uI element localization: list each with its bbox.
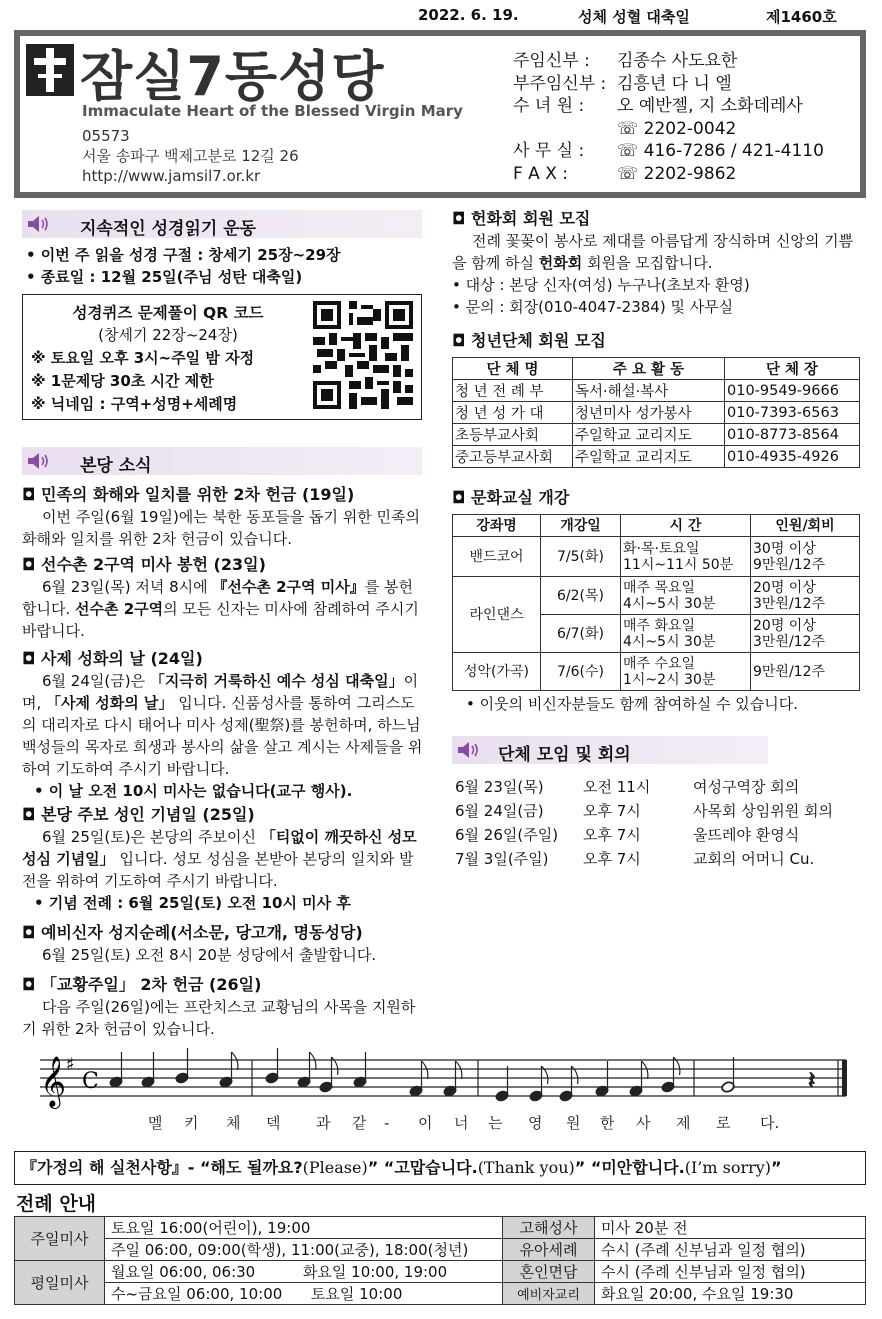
lyric-syllable: 로 [716,1114,731,1132]
news-item-title: ◘ 「교황주일」 2차 헌금 (26일) [22,975,262,994]
list-item: 6월 24일(금) 오후 7시 사목회 상임위원 회의 [455,802,833,820]
postal-code: 05573 [82,127,130,145]
flower-recruit [452,208,866,318]
table-header: 인원/회비 [751,515,860,537]
lyric-syllable: 과 [316,1114,331,1132]
church-address [82,126,299,186]
news-item-text: 다음 주일(26일)에는 프란치스코 교황님의 사목을 지원하기 위한 2차 헌금이 있습니다. [22,998,416,1038]
section-title: 단체 모임 및 회의 [498,745,631,765]
masthead [14,30,866,198]
table-row: 주일미사 토요일 16:00(어린이), 19:00 고해성사 미사 20분 전 [15,1217,866,1239]
culture-note: • 이웃의 비신자분들도 함께 참여하실 수 있습니다. [466,695,799,713]
quiz-title: 성경퀴즈 문제풀이 QR 코드 [72,304,264,322]
bible-end-date: • 종료일 : 12월 25일(주님 성탄 대축일) [26,268,303,286]
flower-target: • 대상 : 본당 신자(여성) 누구나(초보자 환영) [452,276,750,294]
table-header: 강좌명 [453,515,541,537]
news-item-title: ◘ 예비신자 성지순례(서소문, 당고개, 명동성당) [22,923,363,942]
church-name: 잠실7동성당 [80,45,385,108]
common-time-icon: C [82,1069,99,1094]
news-item-note: • 이 날 오전 10시 미사는 없습니다(교구 행사). [34,782,353,800]
news-item [22,804,426,914]
liturgy-table [14,1216,866,1305]
table-row: 초등부교사회 주일학교 교리지도 010-8773-8564 [453,424,860,446]
flower-title: ◘ 헌화회 회원 모집 [452,209,591,228]
list-item: 6월 23일(목) 오전 11시 여성구역장 회의 [455,778,800,796]
youth-title-wrap [452,330,606,352]
lyric-syllable: 한 [600,1114,615,1132]
news-item-text: 6월 24일(금)은 「지극히 거룩하신 예수 성심 대축일」이며, 「사제 성화의 날」 입니다. 신품성사를 통하여 그리스도의 대리자로 다시 태어나 미사 성제(聖祭)를 봉헌하며, 하느님 백성들의 목자로 희생과 봉사의 삶을 살고 계시는 사제들을 위하여 기도하여 주시기 바랍니다. [22,672,423,778]
staff-row: 사 무 실 : ☏ 416-7286 / 421-4110 [513,141,824,161]
quiz-subtitle: (창세기 22장~24장) [98,326,238,344]
news-item-text: 이번 주일(6월 19일)에는 북한 동포들을 돕기 위한 민족의 화해와 일치를 위한 2차 헌금이 있습니다. [22,508,421,548]
lyric-syllable: 너 [454,1114,469,1132]
hymn-score [36,1030,852,1140]
table-header: 시 간 [621,515,751,537]
bible-quiz-box [22,294,422,420]
website-link[interactable]: http://www.jamsil7.or.kr [82,167,261,185]
staff-row: 부주임신부 : 김흥년 다 니 엘 [513,73,732,94]
staff-row: 수 녀 원 : 오 예반젤, 지 소화데레사 [513,96,803,116]
table-row: 중고등부교사회 주일학교 교리지도 010-4935-4926 [453,446,860,468]
youth-title: ◘ 청년단체 회원 모집 [452,331,606,350]
lyric-syllable: 체 [226,1114,241,1132]
note-flag [422,1061,428,1079]
section-header-bible [22,210,422,238]
feast-name: 성체 성혈 대축일 [578,8,690,26]
sharp-icon: ♯ [66,1054,75,1075]
staff-list [513,50,824,185]
section-header-news [22,447,422,475]
table-header: 단 체 장 [725,358,860,380]
news-item [22,484,426,550]
table-header: 단 체 명 [453,358,573,380]
lyric-syllable: 는 [488,1114,503,1132]
news-item-note: • 기념 전례 : 6월 25일(토) 오전 10시 미사 후 [34,894,351,912]
table-row: 라인댄스 6/2(목) 매주 목요일 4시~5시 30분 20명 이상 3만원/12주 [453,577,860,615]
table-header: 주 요 활 동 [573,358,725,380]
lyric-syllable: 영 [528,1114,543,1132]
news-item-text: 6월 25일(토) 오전 8시 20분 성당에서 출발합니다. [42,946,377,964]
bible-reading-line: • 이번 주 읽을 성경 구절 : 창세기 25장~29장 [26,246,341,264]
lyric-syllable: 키 [184,1114,199,1132]
issue-number: 제1460호 [766,8,837,26]
note-flag [642,1061,648,1079]
lyric-syllable: 다. [760,1114,780,1132]
speaker-icon [456,741,480,759]
note-flag [232,1052,238,1070]
table-row: 청 년 성 가 대 청년미사 성가봉사 010-7393-6563 [453,402,860,424]
culture-table [452,514,860,691]
note-flag [456,1061,462,1079]
lyric-syllable: 원 [566,1114,581,1132]
church-english-name: Immaculate Heart of the Blessed Virgin Mary [82,102,463,120]
quiz-note: ※ 1문제당 30초 시간 제한 [31,372,214,390]
news-item-title: ◘ 본당 주보 성인 기념일 (25일) [22,805,255,824]
section-header-meetings [452,736,768,764]
staff-row: 주임신부 : 김종수 사도요한 [513,51,738,71]
section-title: 본당 소식 [80,456,152,476]
bible-info [26,244,426,288]
table-row: 6/7(화) 매주 화요일 4시~5시 30분 20명 이상 3만원/12주 [453,615,860,653]
table-row: 성악(가곡) 7/6(수) 매주 수요일 1시~2시 30분 9만원/12주 [453,653,860,691]
culture-title-wrap [452,487,569,509]
list-item: 6월 26일(주일) 오후 7시 울뜨레야 환영식 [455,826,800,844]
news-item-title: ◘ 선수촌 2구역 미사 봉헌 (23일) [22,555,266,574]
news-item-title: ◘ 민족의 화해와 일치를 위한 2차 헌금 (19일) [22,485,355,504]
table-row: 밴드코어 7/5(화) 화·목·토요일 11시~11시 50분 30명 이상 9만원/12주 [453,537,860,577]
list-item: 7월 3일(주일) 오후 7시 교회의 어머니 Cu. [455,850,815,868]
lyric-syllable: 멜 [148,1114,163,1132]
issue-date: 2022. 6. 19. [418,6,519,24]
staff-row: ☏ 2202-0042 [617,118,737,139]
issue-info-bar [0,4,882,28]
lyric-syllable: 이 [418,1114,433,1132]
news-item-text: 6월 25일(토)은 본당의 주보이신 「티없이 깨끗하신 성모 성심 기념일」 입니다. 성모 성심을 본받아 본당의 일치와 발전을 위하여 기도하여 주시기 바랍니다. [22,828,417,890]
culture-title: ◘ 문화교실 개강 [452,488,570,507]
flower-contact: • 문의 : 회장(010-4047-2384) 및 사무실 [452,298,734,316]
qr-code-icon[interactable] [313,301,413,409]
note-flag [310,1052,316,1070]
rest-icon: 𝄽 [808,1066,816,1094]
lyric-syllable: - [384,1114,390,1132]
quiz-note: ※ 닉네임 : 구역+성명+세례명 [31,395,238,413]
flower-text: 전례 꽃꽂이 봉사로 제대를 아름답게 장식하며 신앙의 기쁨을 함께 하실 헌화회 회원을 모집합니다. [452,232,854,272]
news-item [22,554,426,642]
lyric-syllable: 같 [352,1114,367,1132]
table-header: 개강일 [541,515,621,537]
lyric-syllable: 사 [636,1114,651,1132]
table-row: 수~금요일 06:00, 10:00 토요일 10:00 예비자교리 화요일 20:00, 수요일 19:30 [15,1283,866,1305]
youth-table [452,357,860,468]
speaker-icon [26,452,50,470]
meeting-schedule [455,775,833,871]
lyric-syllable: 덱 [266,1114,281,1132]
cross-logo-icon [26,44,74,96]
liturgy-title: 전례 안내 [16,1193,97,1215]
speaker-icon [26,215,50,233]
news-item-title: ◘ 사제 성화의 날 (24일) [22,649,203,668]
quiz-note: ※ 토요일 오후 3시~주일 밤 자정 [31,349,255,367]
news-item [22,922,426,966]
street-address: 서울 송파구 백제고분로 12길 26 [82,147,299,165]
lyric-syllable: 제 [676,1114,691,1132]
table-row: 청 년 전 례 부 독서·해설·복사 010-9549-9666 [453,380,860,402]
news-item [22,648,426,802]
news-item-text: 6월 23일(목) 저녁 8시에 『선수촌 2구역 미사』를 봉헌합니다. 선수촌 2구역의 모든 신자는 미사에 참례하여 주시기 바랍니다. [22,578,419,640]
section-title: 지속적인 성경읽기 운동 [80,219,257,239]
treble-clef-icon: 𝄞 [40,1056,67,1107]
table-row: 주일 06:00, 09:00(학생), 11:00(교중), 18:00(청년) 유아세례 수시 (주례 신부님과 일정 협의) [15,1239,866,1261]
family-year-motto: 『가정의 해 실천사항』- “해도 될까요?(Please)” “고맙습니다.(Thank you)” “미안합니다.(I’m sorry)” [14,1151,866,1185]
staff-row: F A X : ☏ 2202-9862 [513,163,737,184]
table-row: 평일미사 월요일 06:00, 06:30 화요일 10:00, 19:00 혼인면담 수시 (주례 신부님과 일정 협의) [15,1261,866,1283]
